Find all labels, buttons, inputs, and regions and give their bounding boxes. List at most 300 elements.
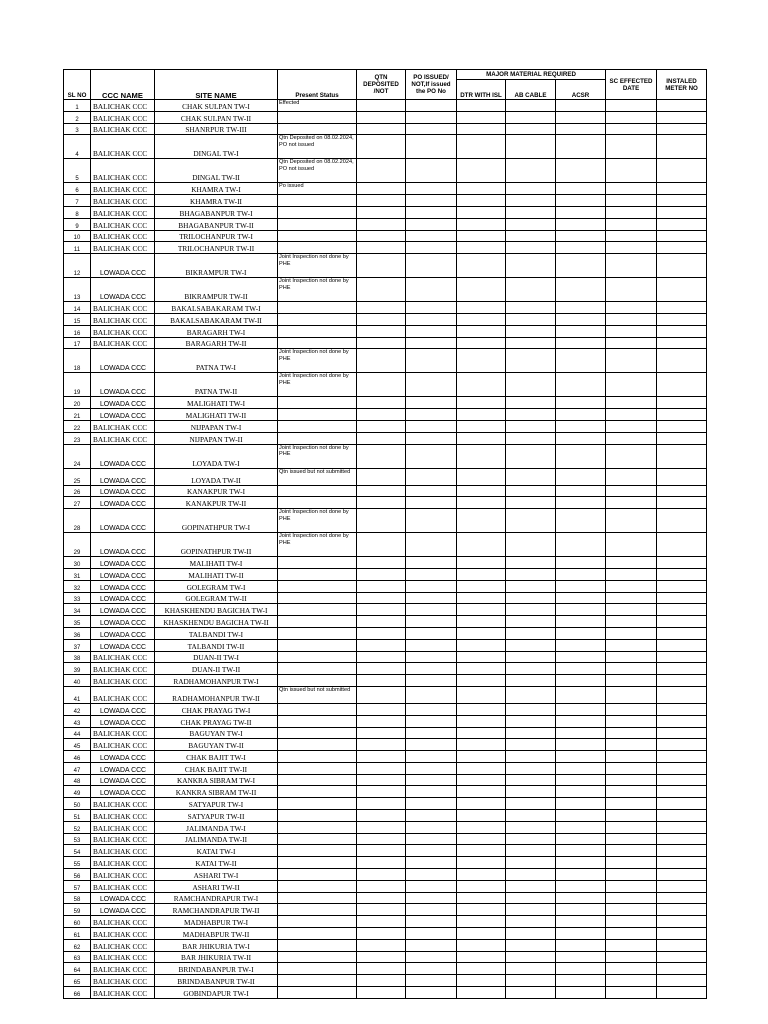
present-status-cell bbox=[278, 432, 357, 444]
qtn-deposited-cell bbox=[357, 302, 406, 314]
ab-cable-cell bbox=[506, 100, 556, 112]
installed-meter-no-cell bbox=[657, 663, 707, 675]
sc-effected-date-cell bbox=[606, 786, 657, 798]
installed-meter-no-cell bbox=[657, 230, 707, 242]
present-status-cell bbox=[278, 904, 357, 916]
dtr-with-isl-cell bbox=[457, 928, 506, 940]
acsr-cell bbox=[556, 762, 606, 774]
dtr-with-isl-cell bbox=[457, 869, 506, 881]
sc-effected-date-cell bbox=[606, 397, 657, 409]
present-status-cell bbox=[278, 409, 357, 421]
site-name-cell: KATAI TW-II bbox=[155, 857, 278, 869]
qtn-deposited-cell bbox=[357, 254, 406, 278]
table-row bbox=[64, 869, 707, 881]
table-row bbox=[64, 975, 707, 987]
present-status-cell bbox=[278, 604, 357, 616]
installed-meter-no-cell bbox=[657, 928, 707, 940]
po-issued-cell bbox=[406, 739, 457, 751]
qtn-deposited-cell bbox=[357, 751, 406, 763]
qtn-deposited-cell bbox=[357, 325, 406, 337]
ab-cable-cell bbox=[506, 337, 556, 349]
ab-cable-cell bbox=[506, 218, 556, 230]
site-name-cell: ASHARI TW-I bbox=[155, 869, 278, 881]
table-row bbox=[64, 963, 707, 975]
po-issued-cell bbox=[406, 218, 457, 230]
acsr-cell bbox=[556, 616, 606, 628]
sl-no-cell: 14 bbox=[64, 302, 91, 314]
table-row bbox=[64, 616, 707, 628]
site-name-cell: LOYADA TW-II bbox=[155, 468, 278, 485]
site-name-cell: MALIGHATI TW-I bbox=[155, 397, 278, 409]
ab-cable-cell bbox=[506, 592, 556, 604]
present-status-cell: Po issued bbox=[278, 183, 357, 195]
sl-no-cell: 22 bbox=[64, 420, 91, 432]
present-status-cell bbox=[278, 774, 357, 786]
acsr-cell bbox=[556, 568, 606, 580]
ccc-name-cell: BALICHAK CCC bbox=[91, 242, 155, 254]
acsr-cell bbox=[556, 325, 606, 337]
table-header bbox=[64, 70, 707, 100]
ccc-name-cell: LOWADA CCC bbox=[91, 762, 155, 774]
ab-cable-cell bbox=[506, 485, 556, 497]
qtn-deposited-cell bbox=[357, 111, 406, 123]
dtr-with-isl-cell bbox=[457, 533, 506, 557]
sc-effected-date-cell bbox=[606, 206, 657, 218]
ab-cable-cell bbox=[506, 254, 556, 278]
sl-no-cell: 64 bbox=[64, 963, 91, 975]
present-status-cell bbox=[278, 397, 357, 409]
sc-effected-date-cell bbox=[606, 703, 657, 715]
ab-cable-cell bbox=[506, 869, 556, 881]
present-status-cell bbox=[278, 845, 357, 857]
acsr-cell bbox=[556, 751, 606, 763]
po-issued-cell bbox=[406, 397, 457, 409]
qtn-deposited-cell bbox=[357, 497, 406, 509]
sc-effected-date-cell bbox=[606, 880, 657, 892]
po-issued-cell bbox=[406, 349, 457, 373]
qtn-deposited-cell bbox=[357, 975, 406, 987]
ccc-name-cell: LOWADA CCC bbox=[91, 904, 155, 916]
ab-cable-cell bbox=[506, 916, 556, 928]
acsr-cell bbox=[556, 509, 606, 533]
ccc-name-cell: LOWADA CCC bbox=[91, 444, 155, 468]
sc-effected-date-cell bbox=[606, 313, 657, 325]
acsr-cell bbox=[556, 592, 606, 604]
dtr-with-isl-cell bbox=[457, 727, 506, 739]
acsr-cell bbox=[556, 703, 606, 715]
site-name-cell: DUAN-II TW-II bbox=[155, 663, 278, 675]
site-name-cell: RAMCHANDRAPUR TW-I bbox=[155, 892, 278, 904]
sl-no-cell: 30 bbox=[64, 557, 91, 569]
ccc-name-cell: BALICHAK CCC bbox=[91, 727, 155, 739]
dtr-with-isl-cell bbox=[457, 798, 506, 810]
dtr-with-isl-cell bbox=[457, 663, 506, 675]
site-name-cell: NIJPAPAN TW-I bbox=[155, 420, 278, 432]
qtn-deposited-cell bbox=[357, 485, 406, 497]
dtr-with-isl-cell bbox=[457, 497, 506, 509]
ccc-name-cell: LOWADA CCC bbox=[91, 627, 155, 639]
qtn-deposited-cell bbox=[357, 218, 406, 230]
ccc-name-cell: BALICHAK CCC bbox=[91, 951, 155, 963]
qtn-deposited-cell bbox=[357, 857, 406, 869]
present-status-cell bbox=[278, 869, 357, 881]
ccc-name-cell: BALICHAK CCC bbox=[91, 135, 155, 159]
po-issued-cell bbox=[406, 206, 457, 218]
acsr-cell bbox=[556, 218, 606, 230]
sl-no-cell: 2 bbox=[64, 111, 91, 123]
sc-effected-date-cell bbox=[606, 497, 657, 509]
table-row bbox=[64, 821, 707, 833]
ccc-name-cell: LOWADA CCC bbox=[91, 485, 155, 497]
ab-cable-cell bbox=[506, 183, 556, 195]
table-row bbox=[64, 703, 707, 715]
table-row bbox=[64, 727, 707, 739]
header-po-issued: PO ISSUED/ NOT,If issued the PO No bbox=[406, 70, 457, 100]
sl-no-cell: 16 bbox=[64, 325, 91, 337]
ab-cable-cell bbox=[506, 703, 556, 715]
installed-meter-no-cell bbox=[657, 639, 707, 651]
site-name-cell: BIKRAMPUR TW-I bbox=[155, 254, 278, 278]
acsr-cell bbox=[556, 485, 606, 497]
sc-effected-date-cell bbox=[606, 568, 657, 580]
installed-meter-no-cell bbox=[657, 892, 707, 904]
po-issued-cell bbox=[406, 703, 457, 715]
sc-effected-date-cell bbox=[606, 533, 657, 557]
sl-no-cell: 17 bbox=[64, 337, 91, 349]
sc-effected-date-cell bbox=[606, 833, 657, 845]
table-row bbox=[64, 373, 707, 397]
sl-no-cell: 40 bbox=[64, 675, 91, 687]
present-status-cell: Qtn Deposited on 08.02.2024, PO not issued bbox=[278, 135, 357, 159]
ab-cable-cell bbox=[506, 409, 556, 421]
qtn-deposited-cell bbox=[357, 928, 406, 940]
dtr-with-isl-cell bbox=[457, 302, 506, 314]
site-name-cell: KHASKHENDU BAGICHA TW-I bbox=[155, 604, 278, 616]
qtn-deposited-cell bbox=[357, 337, 406, 349]
ccc-name-cell: LOWADA CCC bbox=[91, 373, 155, 397]
site-name-cell: MADHABPUR TW-I bbox=[155, 916, 278, 928]
ab-cable-cell bbox=[506, 349, 556, 373]
table-row bbox=[64, 218, 707, 230]
site-name-cell: BAKALSABAKARAM TW-II bbox=[155, 313, 278, 325]
table-row bbox=[64, 774, 707, 786]
installed-meter-no-cell bbox=[657, 580, 707, 592]
acsr-cell bbox=[556, 302, 606, 314]
acsr-cell bbox=[556, 639, 606, 651]
installed-meter-no-cell bbox=[657, 242, 707, 254]
site-name-cell: PATNA TW-I bbox=[155, 349, 278, 373]
ab-cable-cell bbox=[506, 159, 556, 183]
installed-meter-no-cell bbox=[657, 703, 707, 715]
sl-no-cell: 26 bbox=[64, 485, 91, 497]
ccc-name-cell: LOWADA CCC bbox=[91, 468, 155, 485]
po-issued-cell bbox=[406, 845, 457, 857]
table-row bbox=[64, 880, 707, 892]
site-name-cell: BAKALSABAKARAM TW-I bbox=[155, 302, 278, 314]
acsr-cell bbox=[556, 892, 606, 904]
site-name-cell: GOPINATHPUR TW-I bbox=[155, 509, 278, 533]
sc-effected-date-cell bbox=[606, 739, 657, 751]
installed-meter-no-cell bbox=[657, 302, 707, 314]
qtn-deposited-cell bbox=[357, 663, 406, 675]
dtr-with-isl-cell bbox=[457, 159, 506, 183]
ab-cable-cell bbox=[506, 195, 556, 207]
installed-meter-no-cell bbox=[657, 111, 707, 123]
site-name-cell: ASHARI TW-II bbox=[155, 880, 278, 892]
ccc-name-cell: LOWADA CCC bbox=[91, 616, 155, 628]
site-name-cell: RADHAMOHANPUR TW-II bbox=[155, 686, 278, 703]
sc-effected-date-cell bbox=[606, 639, 657, 651]
sc-effected-date-cell bbox=[606, 444, 657, 468]
site-name-cell: LOYADA TW-I bbox=[155, 444, 278, 468]
sc-effected-date-cell bbox=[606, 218, 657, 230]
sl-no-cell: 12 bbox=[64, 254, 91, 278]
table-row bbox=[64, 715, 707, 727]
table-row bbox=[64, 857, 707, 869]
sc-effected-date-cell bbox=[606, 557, 657, 569]
sl-no-cell: 44 bbox=[64, 727, 91, 739]
qtn-deposited-cell bbox=[357, 373, 406, 397]
installed-meter-no-cell bbox=[657, 798, 707, 810]
po-issued-cell bbox=[406, 904, 457, 916]
table-row bbox=[64, 123, 707, 135]
qtn-deposited-cell bbox=[357, 774, 406, 786]
sc-effected-date-cell bbox=[606, 845, 657, 857]
present-status-cell: Joint Inspection not done by PHE bbox=[278, 509, 357, 533]
qtn-deposited-cell bbox=[357, 892, 406, 904]
present-status-cell bbox=[278, 123, 357, 135]
sl-no-cell: 3 bbox=[64, 123, 91, 135]
present-status-cell bbox=[278, 987, 357, 999]
acsr-cell bbox=[556, 373, 606, 397]
installed-meter-no-cell bbox=[657, 675, 707, 687]
ab-cable-cell bbox=[506, 845, 556, 857]
acsr-cell bbox=[556, 663, 606, 675]
po-issued-cell bbox=[406, 230, 457, 242]
present-status-cell bbox=[278, 739, 357, 751]
site-name-cell: BIKRAMPUR TW-II bbox=[155, 278, 278, 302]
site-name-cell: SHANRPUR TW-III bbox=[155, 123, 278, 135]
sl-no-cell: 23 bbox=[64, 432, 91, 444]
dtr-with-isl-cell bbox=[457, 857, 506, 869]
sc-effected-date-cell bbox=[606, 686, 657, 703]
po-issued-cell bbox=[406, 485, 457, 497]
present-status-cell bbox=[278, 786, 357, 798]
site-name-cell: TRILOCHANPUR TW-II bbox=[155, 242, 278, 254]
ccc-name-cell: LOWADA CCC bbox=[91, 751, 155, 763]
po-issued-cell bbox=[406, 928, 457, 940]
qtn-deposited-cell bbox=[357, 242, 406, 254]
installed-meter-no-cell bbox=[657, 397, 707, 409]
acsr-cell bbox=[556, 409, 606, 421]
table-row bbox=[64, 183, 707, 195]
ccc-name-cell: BALICHAK CCC bbox=[91, 880, 155, 892]
ab-cable-cell bbox=[506, 928, 556, 940]
sl-no-cell: 13 bbox=[64, 278, 91, 302]
table-row bbox=[64, 686, 707, 703]
qtn-deposited-cell bbox=[357, 397, 406, 409]
ccc-name-cell: BALICHAK CCC bbox=[91, 100, 155, 112]
dtr-with-isl-cell bbox=[457, 963, 506, 975]
site-name-cell: KANKRA SIBRAM TW-I bbox=[155, 774, 278, 786]
po-issued-cell bbox=[406, 183, 457, 195]
ab-cable-cell bbox=[506, 857, 556, 869]
dtr-with-isl-cell bbox=[457, 409, 506, 421]
sl-no-cell: 56 bbox=[64, 869, 91, 881]
sc-effected-date-cell bbox=[606, 892, 657, 904]
acsr-cell bbox=[556, 675, 606, 687]
ab-cable-cell bbox=[506, 313, 556, 325]
po-issued-cell bbox=[406, 592, 457, 604]
present-status-cell: Qtn issued but not submitted bbox=[278, 468, 357, 485]
dtr-with-isl-cell bbox=[457, 675, 506, 687]
dtr-with-isl-cell bbox=[457, 774, 506, 786]
ab-cable-cell bbox=[506, 135, 556, 159]
sc-effected-date-cell bbox=[606, 675, 657, 687]
present-status-cell bbox=[278, 810, 357, 822]
site-name-cell: BAR JHIKURIA TW-I bbox=[155, 939, 278, 951]
table-row bbox=[64, 325, 707, 337]
ccc-name-cell: BALICHAK CCC bbox=[91, 686, 155, 703]
qtn-deposited-cell bbox=[357, 123, 406, 135]
installed-meter-no-cell bbox=[657, 762, 707, 774]
ccc-name-cell: BALICHAK CCC bbox=[91, 975, 155, 987]
site-name-cell: TALBANDI TW-I bbox=[155, 627, 278, 639]
qtn-deposited-cell bbox=[357, 798, 406, 810]
dtr-with-isl-cell bbox=[457, 916, 506, 928]
site-name-cell: BHAGABANPUR TW-II bbox=[155, 218, 278, 230]
ab-cable-cell bbox=[506, 963, 556, 975]
acsr-cell bbox=[556, 904, 606, 916]
ccc-name-cell: LOWADA CCC bbox=[91, 703, 155, 715]
sl-no-cell: 45 bbox=[64, 739, 91, 751]
sl-no-cell: 36 bbox=[64, 627, 91, 639]
ccc-name-cell: LOWADA CCC bbox=[91, 557, 155, 569]
table-row bbox=[64, 230, 707, 242]
installed-meter-no-cell bbox=[657, 218, 707, 230]
sc-effected-date-cell bbox=[606, 751, 657, 763]
dtr-with-isl-cell bbox=[457, 604, 506, 616]
sc-effected-date-cell bbox=[606, 762, 657, 774]
dtr-with-isl-cell bbox=[457, 987, 506, 999]
table-row bbox=[64, 987, 707, 999]
sc-effected-date-cell bbox=[606, 230, 657, 242]
dtr-with-isl-cell bbox=[457, 397, 506, 409]
site-name-cell: DUAN-II TW-I bbox=[155, 651, 278, 663]
sc-effected-date-cell bbox=[606, 509, 657, 533]
po-issued-cell bbox=[406, 580, 457, 592]
sc-effected-date-cell bbox=[606, 337, 657, 349]
installed-meter-no-cell bbox=[657, 497, 707, 509]
installed-meter-no-cell bbox=[657, 869, 707, 881]
ccc-name-cell: BALICHAK CCC bbox=[91, 916, 155, 928]
ab-cable-cell bbox=[506, 951, 556, 963]
ccc-name-cell: BALICHAK CCC bbox=[91, 432, 155, 444]
acsr-cell bbox=[556, 497, 606, 509]
table-row bbox=[64, 533, 707, 557]
qtn-deposited-cell bbox=[357, 420, 406, 432]
sc-effected-date-cell bbox=[606, 904, 657, 916]
ab-cable-cell bbox=[506, 675, 556, 687]
header-acsr: ACSR bbox=[556, 80, 606, 100]
table-row bbox=[64, 639, 707, 651]
po-issued-cell bbox=[406, 409, 457, 421]
site-name-cell: GOLEGRAM TW-II bbox=[155, 592, 278, 604]
installed-meter-no-cell bbox=[657, 651, 707, 663]
ccc-name-cell: LOWADA CCC bbox=[91, 254, 155, 278]
dtr-with-isl-cell bbox=[457, 639, 506, 651]
installed-meter-no-cell bbox=[657, 592, 707, 604]
ab-cable-cell bbox=[506, 987, 556, 999]
installed-meter-no-cell bbox=[657, 751, 707, 763]
po-issued-cell bbox=[406, 821, 457, 833]
site-name-cell: MALIGHATI TW-II bbox=[155, 409, 278, 421]
acsr-cell bbox=[556, 183, 606, 195]
sc-effected-date-cell bbox=[606, 183, 657, 195]
sl-no-cell: 24 bbox=[64, 444, 91, 468]
present-status-cell bbox=[278, 857, 357, 869]
po-issued-cell bbox=[406, 278, 457, 302]
po-issued-cell bbox=[406, 651, 457, 663]
acsr-cell bbox=[556, 242, 606, 254]
sc-effected-date-cell bbox=[606, 951, 657, 963]
ab-cable-cell bbox=[506, 651, 556, 663]
acsr-cell bbox=[556, 951, 606, 963]
ccc-name-cell: BALICHAK CCC bbox=[91, 111, 155, 123]
qtn-deposited-cell bbox=[357, 444, 406, 468]
qtn-deposited-cell bbox=[357, 159, 406, 183]
sl-no-cell: 11 bbox=[64, 242, 91, 254]
po-issued-cell bbox=[406, 604, 457, 616]
present-status-cell bbox=[278, 242, 357, 254]
sc-effected-date-cell bbox=[606, 821, 657, 833]
sl-no-cell: 18 bbox=[64, 349, 91, 373]
dtr-with-isl-cell bbox=[457, 592, 506, 604]
present-status-cell bbox=[278, 703, 357, 715]
table-row bbox=[64, 568, 707, 580]
sc-effected-date-cell bbox=[606, 727, 657, 739]
header-sl-no: SL NO bbox=[64, 70, 91, 100]
ab-cable-cell bbox=[506, 302, 556, 314]
site-name-cell: GOLEGRAM TW-I bbox=[155, 580, 278, 592]
present-status-cell bbox=[278, 627, 357, 639]
dtr-with-isl-cell bbox=[457, 420, 506, 432]
table-row bbox=[64, 845, 707, 857]
sc-effected-date-cell bbox=[606, 663, 657, 675]
qtn-deposited-cell bbox=[357, 206, 406, 218]
sc-effected-date-cell bbox=[606, 798, 657, 810]
acsr-cell bbox=[556, 975, 606, 987]
dtr-with-isl-cell bbox=[457, 183, 506, 195]
po-issued-cell bbox=[406, 616, 457, 628]
qtn-deposited-cell bbox=[357, 409, 406, 421]
qtn-deposited-cell bbox=[357, 762, 406, 774]
present-status-cell bbox=[278, 568, 357, 580]
sl-no-cell: 31 bbox=[64, 568, 91, 580]
dtr-with-isl-cell bbox=[457, 123, 506, 135]
site-name-cell: BRINDABANPUR TW-I bbox=[155, 963, 278, 975]
qtn-deposited-cell bbox=[357, 100, 406, 112]
table-row bbox=[64, 337, 707, 349]
ccc-name-cell: BALICHAK CCC bbox=[91, 939, 155, 951]
installed-meter-no-cell bbox=[657, 568, 707, 580]
ccc-name-cell: BALICHAK CCC bbox=[91, 739, 155, 751]
sl-no-cell: 47 bbox=[64, 762, 91, 774]
acsr-cell bbox=[556, 987, 606, 999]
present-status-cell: Joint Inspection not done by PHE bbox=[278, 254, 357, 278]
po-issued-cell bbox=[406, 533, 457, 557]
ab-cable-cell bbox=[506, 373, 556, 397]
